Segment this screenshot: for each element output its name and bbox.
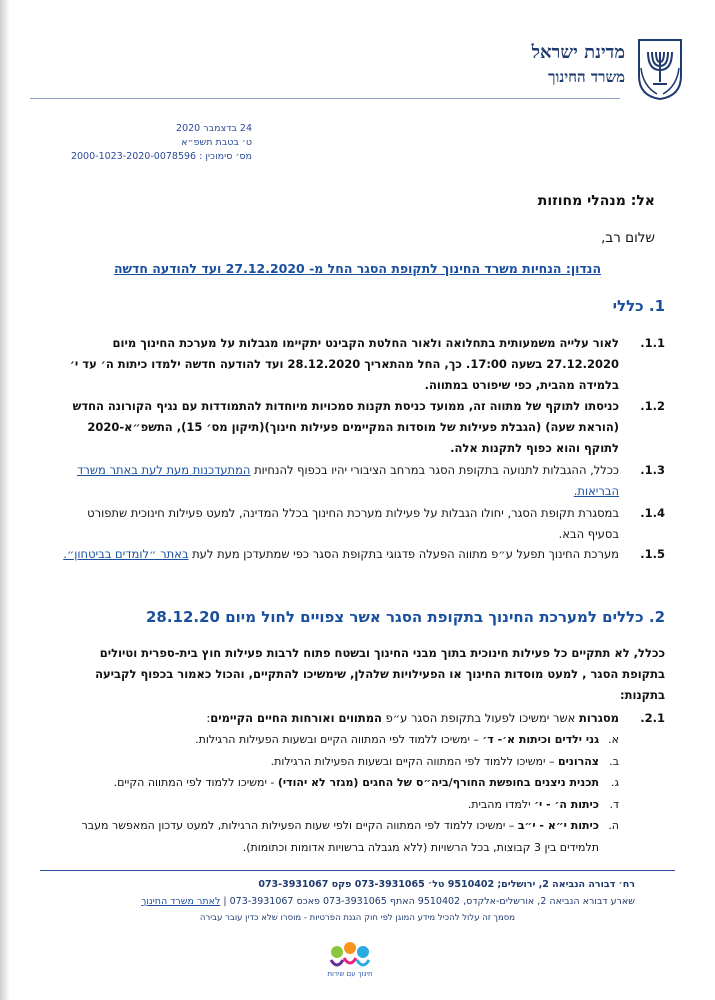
paragraph-1-5 xyxy=(55,544,665,565)
paragraph-1-2 xyxy=(55,396,665,459)
header-divider xyxy=(30,98,620,99)
service-logo-text: חינוך עם שירות xyxy=(327,970,373,978)
paragraph-2-1 xyxy=(55,708,665,729)
ministry-name: משרד החינוך xyxy=(548,68,625,86)
paragraph-number: 1.2. xyxy=(640,399,665,413)
paragraph-1-3 xyxy=(55,460,665,502)
paragraph-number: 1.3. xyxy=(640,463,665,477)
footer-address-arabic: שארע דבורא הנביאה 2, אורשלים-אלקדס, 9510402 האתף 073-3931065 פאכס 073-3931067 | xyxy=(220,896,635,907)
paragraph-text-container xyxy=(55,708,619,729)
paragraph-number: 1.5. xyxy=(640,547,665,561)
list-item-title: תכנית ניצנים בחופשת החורף/ביה״ס של החגים (מגזר לא יהודי) xyxy=(277,776,599,789)
paragraph-1-1 xyxy=(55,333,665,396)
section-1-title: 1. כללי xyxy=(612,297,665,315)
paragraph-number: 1.4. xyxy=(640,506,665,520)
recipient-line: אל: מנהלי מחוזות xyxy=(537,193,655,209)
footer-address-hebrew: רח׳ דבורה הנביאה 2, ירושלים; 9510402 טל׳ 073-3931065 פקס 073-3931067 xyxy=(258,879,635,890)
list-letter: ה. xyxy=(608,819,619,832)
list-item-title: גני ילדים וכיתות א׳- ד׳ xyxy=(482,733,599,746)
list-item xyxy=(60,751,619,773)
paragraph-number: 1.1. xyxy=(640,336,665,350)
paragraph-text: במסגרת תקופת הסגר, יחולו הגבלות על פעילות מערכת החינוך בכלל המדינה, למעט פעילות חינוכית שתפורט בסעיף הבא. xyxy=(87,506,619,541)
footer-divider xyxy=(40,870,675,871)
footer xyxy=(60,876,655,927)
paragraph-text-end: : xyxy=(206,711,211,725)
list-item-text: - ימשיכו ללמוד לפי המתווה הקיים. xyxy=(113,776,278,789)
paragraph-text-container xyxy=(55,460,619,502)
section-2-intro: ככלל, לא תתקיים כל פעילות חינוכית בתוך מבני החינוך ובשטח פתוח לרבות פעילות חוץ בית-ספרית וטיולים בתקופת הסגר , למעט מוסדות החינוך או הפעילויות שלהלן, שימשיכו להתקיים, והכול כאמור בכפוף לקביעה בתקנות: xyxy=(95,646,665,702)
list-item xyxy=(60,794,619,816)
paragraph-text: מערכת החינוך תפעל ע״פ מתווה הפעלה פדגוגי בתקופת הסגר כפי שמתעדכן מעת לעת xyxy=(188,547,619,561)
privacy-notice: מסמך זה עלול להכיל מידע המוגן לפי חוק הגנת הפרטיות - מוסרו שלא כדין עובר עבירה xyxy=(199,913,516,923)
state-name: מדינת ישראל xyxy=(531,42,625,63)
subject-line: הנדון: הנחיות משרד החינוך לתקופת הסגר החל מ- 27.12.2020 ועד להודעה חדשה xyxy=(113,261,602,276)
list-item xyxy=(60,729,619,751)
paragraph-text: ככלל, ההגבלות לתנועה בתקופת הסגר במרחב הציבורי יהיו בכפוף להנחיות xyxy=(250,463,619,477)
existing-outlines-label: המתווים ואורחות החיים הקיימים xyxy=(210,711,382,725)
paragraph-text-container xyxy=(55,544,619,565)
list-item xyxy=(60,815,619,858)
footer-address-arabic-container xyxy=(60,893,655,910)
paragraph-text: כניסתו לתוקף של מתווה זה, ממועד כניסת תקנות סמכויות מיוחדות להתמודדות עם נגיף הקורונה החדש (הוראת שעה) (הגבלת פעילות של מוסדות המקיימים פעילות חינוך)(תיקון מס׳ 15), התשפ״א-2020 לתוקף והוא כפוף לתקנות אלה. xyxy=(72,399,619,455)
reference-number: מס׳ סימוכין : 2000-1023-2020-0078596 xyxy=(70,151,252,162)
paragraph-text: אשר ימשיכו לפעול בתקופת הסגר ע״פ xyxy=(381,711,579,725)
greeting: שלום רב, xyxy=(601,230,655,246)
list-item-text: – ימשיכו ללמוד לפי המתווה הקיים ובשעות הפעילות הרגילות. xyxy=(270,754,558,768)
document-meta xyxy=(52,122,252,164)
list-letter: א. xyxy=(608,733,619,746)
list-letter: ג. xyxy=(610,776,619,789)
list-item-text: – ימשיכו ללמוד לפי המתווה הקיים ולפי שעות הפעילות הרגילות, למעט עדכון המאפשר מעבר תלמידים בין 3 קבוצות, בכל הרשויות (ללא מגבלה ברשויות אדומות וכתומות). xyxy=(81,819,599,854)
frameworks-list xyxy=(60,729,619,858)
list-item-title: כיתות י״א - י״ב xyxy=(517,819,599,832)
learning-safely-link[interactable]: באתר ״לומדים בביטחון״. xyxy=(63,547,189,561)
list-item-text: – ימשיכו ללמוד לפי המתווה הקיים ובשעות הפעילות הרגילות. xyxy=(195,733,483,746)
paragraph-number: 2.1. xyxy=(640,711,665,725)
page-edge-shadow xyxy=(0,0,10,1000)
paragraph-text: לאור עלייה משמעותית בתחלואה ולאור החלטת הקבינט יתקיימו מגבלות על מערכת החינוך מיום 27.12.2020 בשעה 17:00. כך, החל מהתאריך 28.12.2020 ועד להודעה חדשה ילמדו כיתות ה׳ עד י׳ בלמידה מהבית, כפי שיפורט במתווה. xyxy=(69,336,619,392)
list-item-title: צהרונים xyxy=(557,754,599,768)
list-item-title: כיתות ה׳ - י׳ xyxy=(534,797,599,811)
health-ministry-link[interactable]: המתעדכנות מעת לעת באתר משרד הבריאות. xyxy=(77,463,619,498)
list-letter: ב. xyxy=(609,754,619,768)
list-item-text: ילמדו מהבית. xyxy=(467,797,535,811)
list-letter: ד. xyxy=(609,797,619,811)
date-gregorian: 24 בדצמבר 2020 xyxy=(176,123,252,134)
menorah-emblem-icon xyxy=(635,38,685,100)
frameworks-label: מסגרות xyxy=(578,711,619,725)
section-2-title: 2. כללים למערכת החינוך בתקופת הסגר אשר צפויים לחול מיום 28.12.20 xyxy=(145,608,665,626)
list-item xyxy=(60,772,619,794)
date-hebrew: ט׳ בטבת תשפ״א xyxy=(181,137,252,148)
paragraph-1-4 xyxy=(55,503,665,545)
ministry-website-link[interactable]: לאתר משרד החינוך xyxy=(141,896,221,907)
